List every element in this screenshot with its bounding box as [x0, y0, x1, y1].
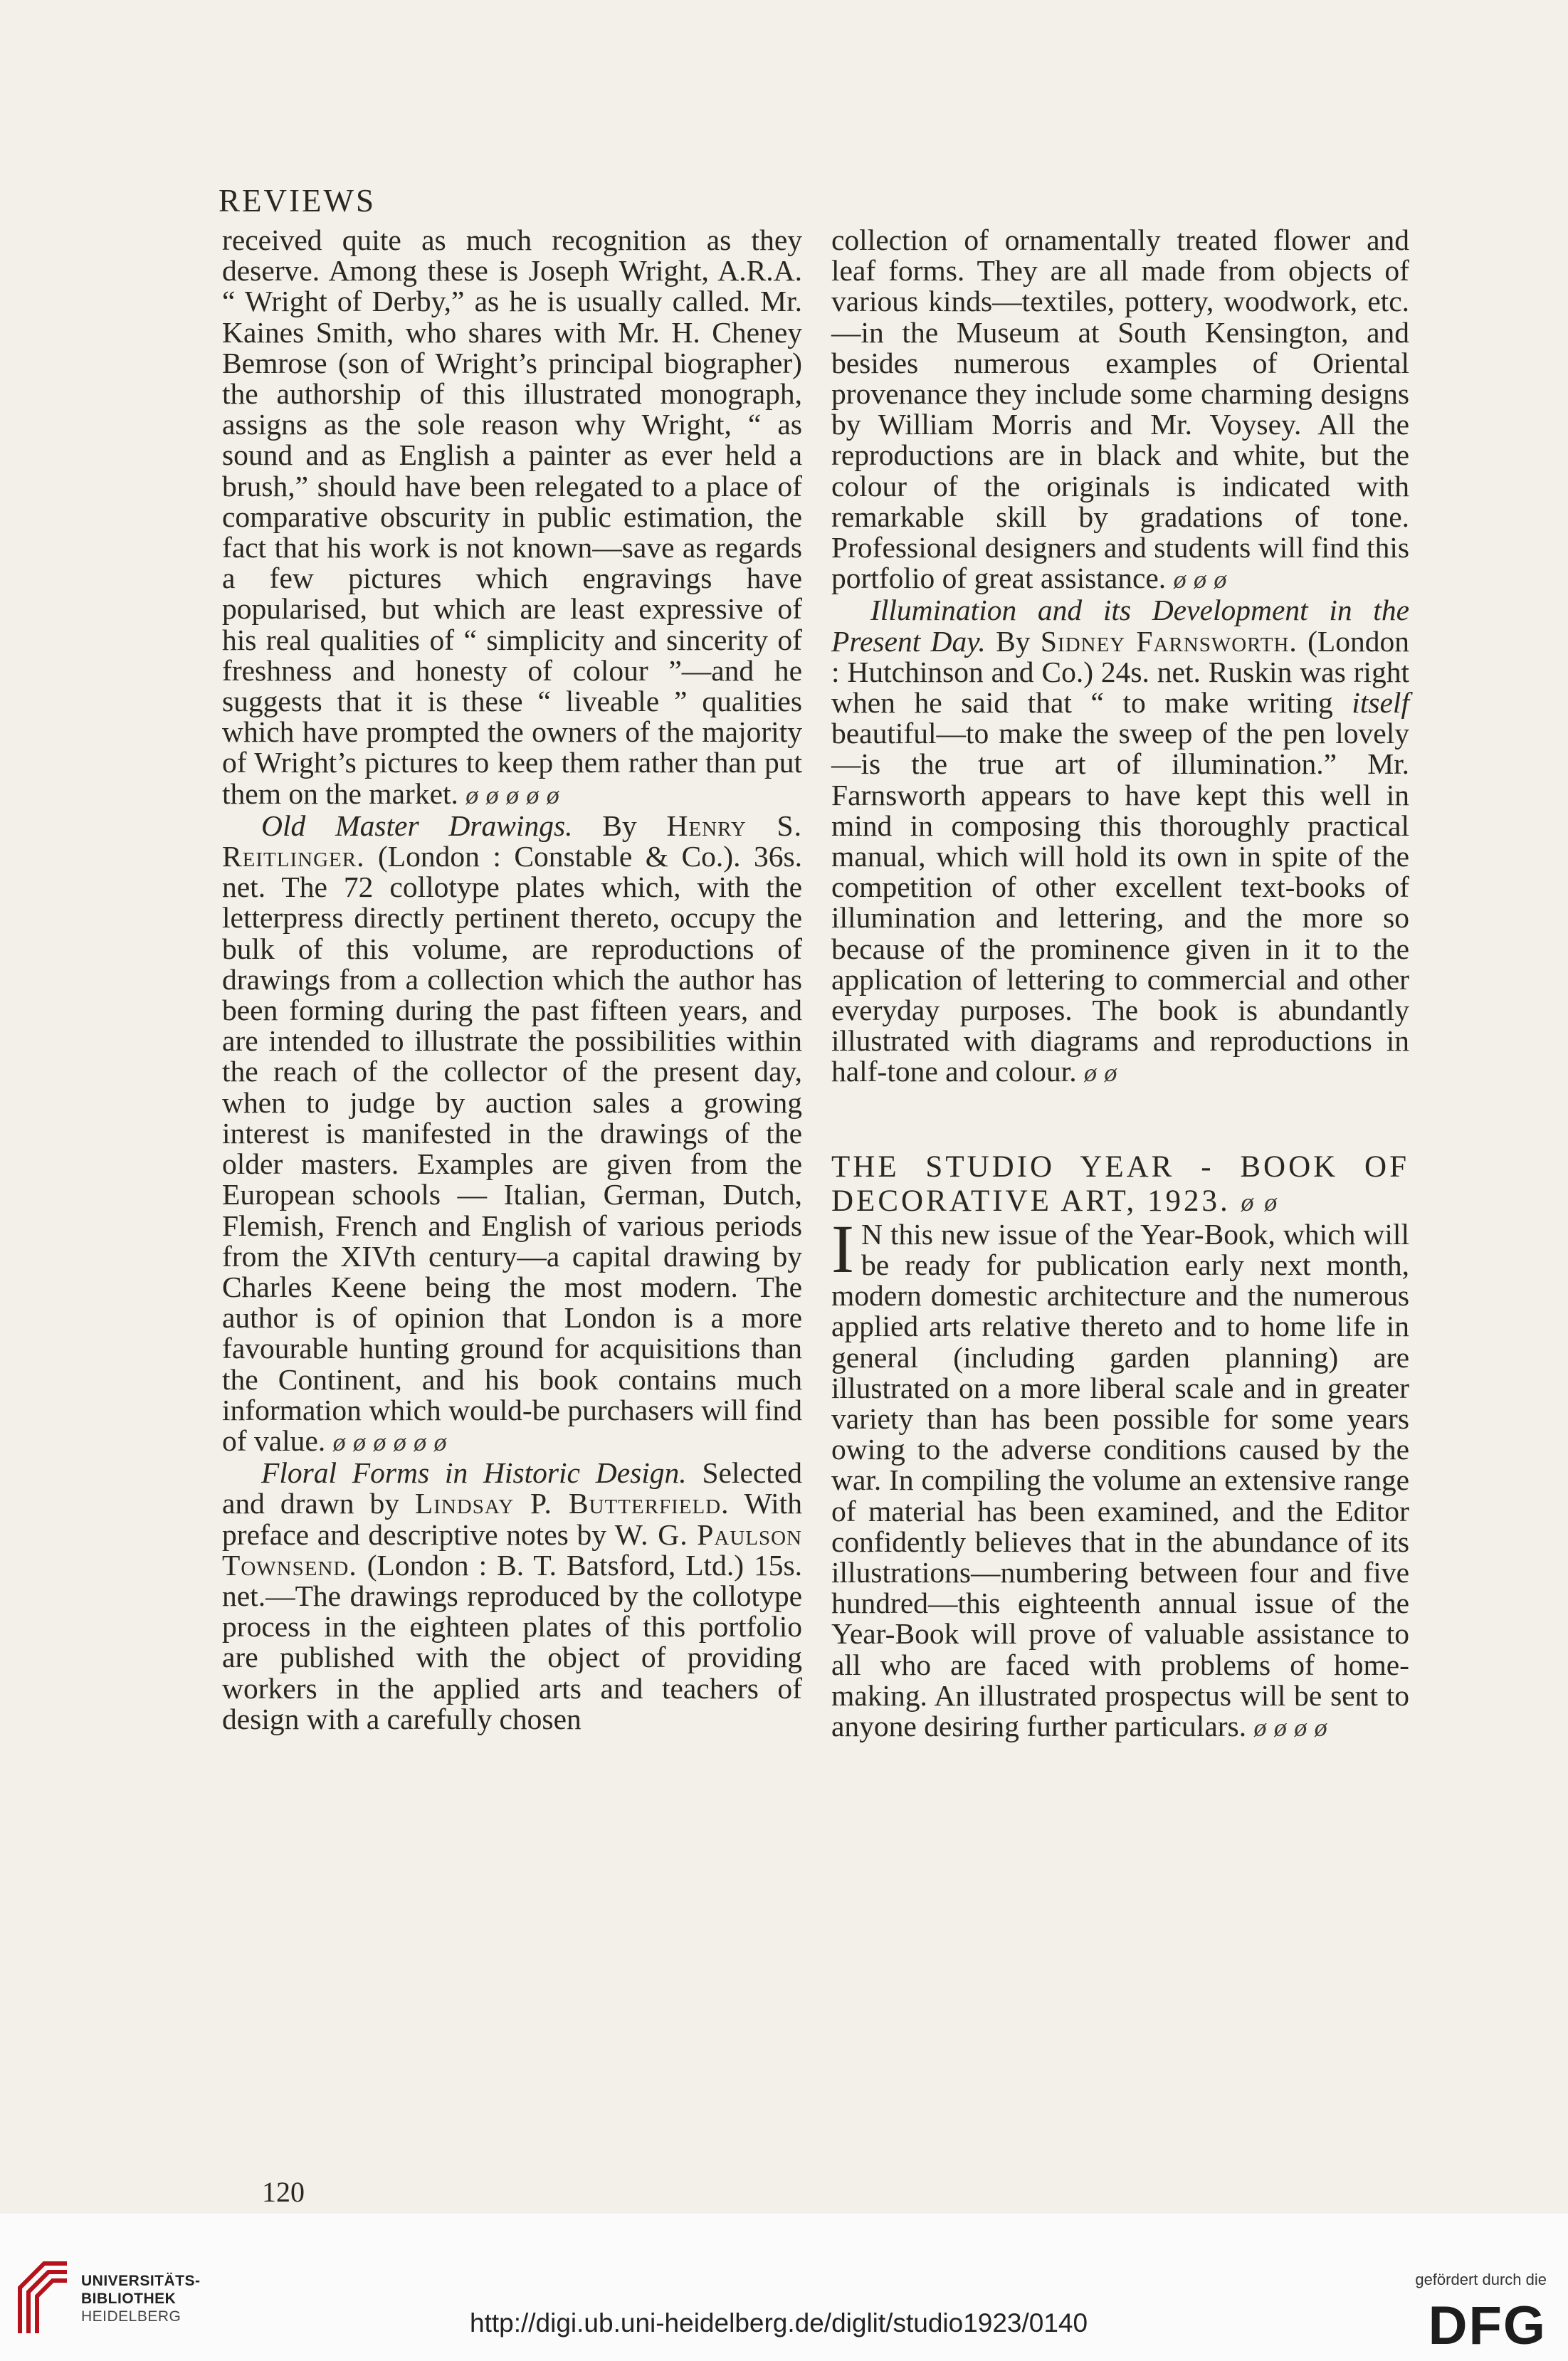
book-title: Illumination and its Development in the Present Day. — [831, 594, 1409, 658]
ornament-icon: ø — [352, 1427, 366, 1456]
right-column — [831, 225, 1409, 1743]
paragraph-text: received quite as much recognition as they deserve. Among these is Joseph Wright, A.R.A. “ Wright of Derby,” as he is usually called. Mr. Kaines Smith, who shares with Mr. H. Cheney Bemrose (son of Wright’s principal biographer) the authorship of this illustrated monograph, assigns as the sole reason why Wright, “ as sound and as English a painter as ever held a brush,” should have been relegated to a place of comparative obscurity in public estimation, the fact that his work is not known—save as regards a few pictures which engravings have popularised, but which are least expressive of his real qualities of “ simplicity and sincerity of freshness and honesty of colour ”—and he suggests that it is these “ liveable ” qualities which have prompted the owners of the majority of Wright’s pictures to keep them rather than put them on the market. — [222, 224, 802, 810]
ornament-icon: ø — [465, 780, 479, 809]
library-name — [81, 2272, 201, 2325]
library-logo-icon — [16, 2259, 71, 2338]
review-paragraph-floral-forms — [222, 1458, 802, 1735]
ornament-icon: ø — [1241, 1187, 1254, 1216]
ornament-icon: ø — [546, 780, 559, 809]
ornament-icon: ø — [1214, 565, 1227, 594]
library-name-line: BIBLIOTHEK — [81, 2291, 177, 2307]
by-text: By — [996, 624, 1031, 658]
review-paragraph-wright — [222, 225, 802, 811]
ornament-icon: ø — [1253, 1713, 1267, 1742]
review-paragraph-floral-forms-cont — [831, 225, 1409, 595]
library-name-line: UNIVERSITÄTS- — [81, 2273, 201, 2289]
dfg-logo: DFG — [1428, 2296, 1547, 2356]
paragraph-text: (London : Constable & Co.). 36s. net. The 72 collotype plates which, with the letterpress directly pertinent thereto, occupy the bulk of this volume, are reproductions of drawings from a collection which the author has been forming during the past fifteen years, and are intended to illustrate the possibilities within the reach of the collector of the present day, when to judge by auction sales a growing interest is manifested in the drawings of the older masters. Examples are given from the European schools — Italian, German, Dutch, Flemish, French and English of various periods from the XIVth century—a capital drawing by Charles Keene being the most modern. The author is of opinion that London is a more favourable hunting ground for acquisitions than the Continent, and his book contains much information which would-be purchasers will find of value. — [222, 840, 802, 1457]
emphasis: itself — [1352, 686, 1409, 720]
paragraph-text: (London : Hutchinson and Co.) 24s. net. Ruskin was right when he said that “ to make writing — [831, 624, 1410, 720]
ornament-icon: ø — [1294, 1713, 1307, 1742]
by-text: By — [602, 809, 637, 842]
digitization-footer — [0, 2214, 1568, 2361]
paragraph-text: N this new issue of the Year-Book, which will be ready for publication early next month, modern domestic architecture and the numerous applied arts relative thereto and to home life in general (including garden planning) are illustrated on a more liberal scale and in greater variety than has been possible for some years owing to the adverse conditions caused by the war. In compiling the volume an extensive range of material has been examined, and the Editor confidently believes that in the abundance of its illustrations—numbering between four and five hundred—this eighteenth annual issue of the Year-Book will prove of valuable assistance to all who are faced with problems of home-making. An illustrated prospectus will be sent to anyone desiring further particulars. — [831, 1217, 1409, 1742]
running-head: REVIEWS — [219, 183, 376, 219]
left-column — [222, 225, 802, 1735]
ornament-icon: ø — [393, 1427, 406, 1456]
author-name: Sidney Farnsworth. — [1040, 624, 1298, 658]
author-name: Lindsay P. Butterfield. — [414, 1487, 730, 1520]
ornament-icon: ø — [1273, 1713, 1287, 1742]
section-gap — [831, 1089, 1409, 1150]
paragraph-text: beautiful—to make the sweep of the pen lovely—is the true art of illumination.” Mr. Farnsworth appears to have kept this well in mind in composing this thoroughly practical manual, which will hold its own in spite of the competition of other excellent text-books of illumination and lettering, and the more so because of the prominence given in it to the application of lettering to commercial and other everyday purposes. The book is abundantly illustrated with diagrams and reproductions in half-tone and colour. — [831, 717, 1409, 1088]
section-heading — [831, 1150, 1409, 1219]
paragraph-text: (London : B. T. Batsford, Ltd.) 15s. net.—The drawings reproduced by the collotype process in the eighteen plates of this portfolio are published with the object of providing workers in the applied arts and teachers of design with a carefully chosen — [222, 1548, 803, 1735]
ornament-icon: ø — [433, 1427, 447, 1456]
ornament-icon: ø — [526, 780, 540, 809]
paragraph-text: Selected and drawn by — [222, 1456, 803, 1520]
ornament-icon: ø — [1083, 1058, 1097, 1088]
ornament-icon: ø — [1314, 1713, 1327, 1742]
page-number: 120 — [262, 2176, 305, 2208]
heading-text: THE STUDIO YEAR - BOOK OF DECORATIVE ART, 1923. — [831, 1150, 1409, 1218]
funder-label: gefördert durch die — [1415, 2271, 1547, 2288]
ornament-icon: ø — [485, 780, 499, 809]
yearbook-announcement-paragraph — [831, 1210, 1409, 1743]
ornament-icon: ø — [1173, 565, 1186, 594]
ornament-icon: ø — [373, 1427, 386, 1456]
ornament-icon: ø — [1104, 1058, 1117, 1088]
ornament-icon: ø — [506, 780, 520, 809]
review-paragraph-old-master-drawings — [222, 811, 802, 1458]
review-paragraph-illumination — [831, 595, 1409, 1088]
library-name-line: HEIDELBERG — [81, 2308, 181, 2325]
author-name: W. G. Paulson Townsend. — [222, 1518, 802, 1582]
book-title: Old Master Drawings. — [261, 809, 573, 842]
ornament-icon: ø — [414, 1427, 427, 1456]
author-name: Henry S. Reitlinger. — [222, 809, 803, 873]
ornament-icon: ø — [1193, 565, 1206, 594]
drop-cap: I — [831, 1210, 854, 1287]
permalink-url[interactable]: http://digi.ub.uni-heidelberg.de/diglit/studio1923/0140 — [470, 2308, 1088, 2338]
ornament-icon: ø — [332, 1427, 346, 1456]
paragraph-text: collection of ornamentally treated flower and leaf forms. They are all made from objects of various kinds—textiles, pottery, woodwork, etc.—in the Museum at South Kensington, and besides numerous examples of Oriental provenance they include some charming designs by William Morris and Mr. Voysey. All the reproductions are in black and white, but the colour of the originals is indicated with remarkable skill by gradations of tone. Professional designers and students will find this portfolio of great assistance. — [831, 224, 1409, 595]
paragraph-text: With preface and descriptive notes by — [222, 1487, 802, 1551]
book-title: Floral Forms in Historic Design. — [261, 1456, 687, 1490]
ornament-icon: ø — [1264, 1187, 1278, 1216]
